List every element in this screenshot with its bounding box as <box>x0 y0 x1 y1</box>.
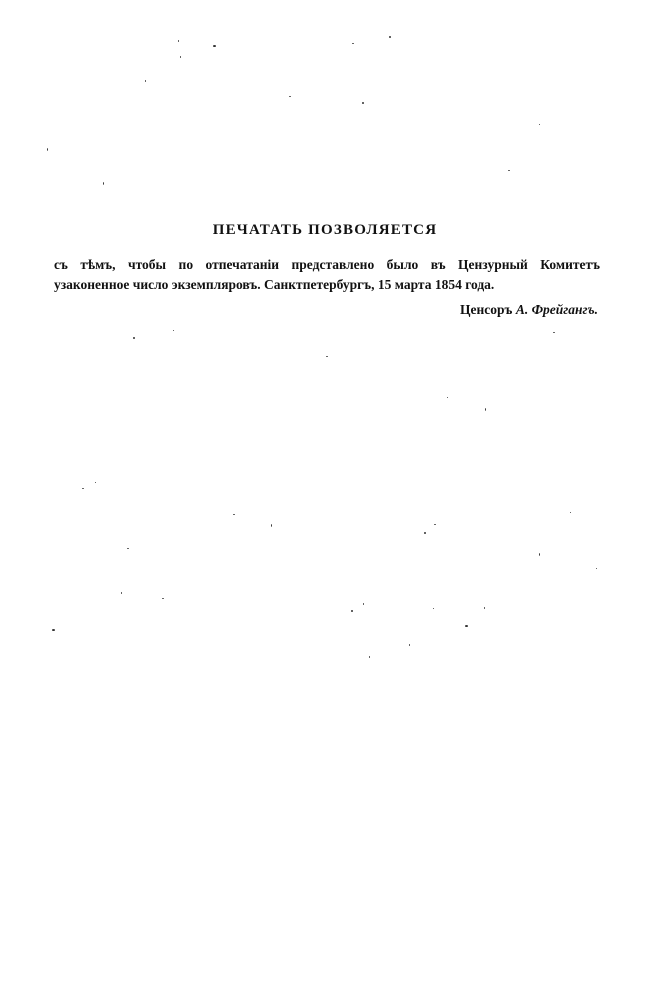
scan-speck <box>289 96 291 97</box>
scan-speck <box>95 482 96 483</box>
scan-speck <box>485 408 486 411</box>
scan-speck <box>180 56 181 58</box>
scan-speck <box>178 40 179 42</box>
scan-speck <box>352 43 354 44</box>
scan-speck <box>553 332 555 333</box>
scan-speck <box>121 592 122 594</box>
scan-speck <box>596 568 597 569</box>
scan-speck <box>127 548 129 549</box>
scan-speck <box>233 514 235 515</box>
page-heading: ПЕЧАТАТЬ ПОЗВОЛЯЕТСЯ <box>212 222 438 238</box>
scan-speck <box>145 80 146 82</box>
scan-speck <box>271 524 272 527</box>
scan-speck <box>539 124 540 125</box>
scan-speck <box>465 625 468 627</box>
scan-speck <box>47 148 48 151</box>
scan-speck <box>363 603 364 605</box>
scan-speck <box>52 629 55 631</box>
censor-signature <box>460 302 598 318</box>
scan-speck <box>326 356 328 357</box>
statement-line-2: узаконенное число экземпляровъ. Санктпетербургъ, 15 марта 1854 года. <box>54 277 495 292</box>
scan-speck <box>484 607 485 609</box>
censor-name: А. Фрейгангъ. <box>515 302 598 317</box>
censorship-statement <box>54 255 600 295</box>
scan-speck <box>433 608 434 609</box>
scan-speck <box>434 524 436 525</box>
scan-speck <box>351 610 353 612</box>
scan-speck <box>570 512 571 513</box>
scan-speck <box>539 553 540 556</box>
statement-line-1: съ тѣмъ, чтобы по отпечатаніи представлено было въ Цензурный Комитетъ <box>54 257 600 272</box>
scan-speck <box>409 644 410 646</box>
scan-speck <box>389 36 391 38</box>
scan-speck <box>162 598 164 599</box>
scan-speck <box>362 102 364 104</box>
scan-speck <box>447 397 448 398</box>
censor-title: Ценсоръ <box>460 302 513 317</box>
scan-speck <box>508 170 510 171</box>
scan-speck <box>82 488 84 489</box>
scan-speck <box>424 532 426 534</box>
scan-speck <box>369 656 370 658</box>
scan-speck <box>103 182 104 185</box>
scan-speck <box>133 337 135 339</box>
scan-speck <box>213 45 216 47</box>
scan-speck <box>173 330 174 331</box>
